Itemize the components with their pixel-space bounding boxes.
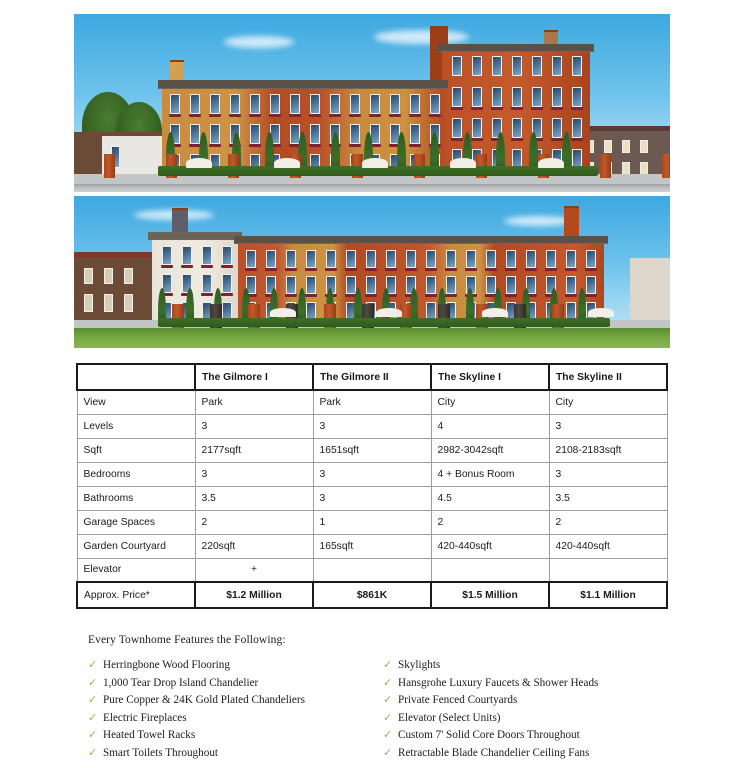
feature-item [383,727,678,745]
flower-box [201,293,213,296]
flower-box [309,114,321,117]
flower-box [565,294,577,297]
check-icon: ✓ [88,659,98,671]
flower-box [425,294,437,297]
window [266,250,276,268]
table-cell: 2108-2183sqft [549,438,667,462]
feature-label: Smart Toilets Throughout [103,746,219,759]
window [250,94,260,114]
table-cell: 2 [549,510,667,534]
window [202,246,212,265]
window [162,246,172,265]
window [210,94,220,114]
row-label: Bedrooms [77,462,195,486]
window [512,56,522,76]
roofline [234,236,608,243]
flower-box [305,268,317,271]
check-icon: ✓ [88,729,98,741]
table-cell: 4 [431,414,549,438]
window [492,87,502,107]
feature-label: 1,000 Tear Drop Island Chandelier [103,676,259,689]
row-label: Elevator [77,558,195,582]
table-header-row [77,364,667,390]
patio-umbrella [482,308,508,317]
patio-umbrella [274,158,300,168]
window [572,87,582,107]
window [552,56,562,76]
rendering-top [74,14,670,192]
flower-box [209,144,221,147]
flower-box [349,144,361,147]
feature-item [383,745,678,763]
window [366,276,376,294]
window [202,274,212,293]
flower-box [531,107,543,110]
window [222,274,232,293]
check-icon: ✓ [383,659,393,671]
window [346,276,356,294]
features-left-column [88,657,383,762]
specifications-table [76,363,668,609]
flower-box [385,268,397,271]
row-label: Garage Spaces [77,510,195,534]
window [512,87,522,107]
window [190,94,200,114]
flower-box [451,107,463,110]
brick-pillar [104,154,115,178]
feature-label: Hansgrohe Luxury Faucets & Shower Heads [398,676,599,689]
patio-umbrella [270,308,296,317]
patio-umbrella [186,158,212,168]
flower-box [345,268,357,271]
neighbor-building-right [630,258,670,324]
table-cell: 1651sqft [313,438,431,462]
table-cell: 3 [195,414,313,438]
window [290,94,300,114]
window [532,56,542,76]
flower-box [221,265,233,268]
flower-box [209,114,221,117]
table-cell: Park [195,390,313,414]
window [526,250,536,268]
table-cell: 3 [313,414,431,438]
column-header-gilmore-2: The Gilmore II [313,364,431,390]
flower-box [285,268,297,271]
flower-box [471,138,483,141]
flower-box [269,114,281,117]
chimney [564,206,579,238]
cloud [224,36,294,48]
window [586,276,596,294]
flower-box [585,268,597,271]
feature-item [88,710,383,728]
flower-box [445,294,457,297]
window [386,250,396,268]
window [430,94,440,114]
flower-box [389,114,401,117]
feature-label: Elevator (Select Units) [398,711,501,724]
window [230,94,240,114]
window [310,94,320,114]
window [366,250,376,268]
window [246,250,256,268]
flower-box [329,114,341,117]
table-cell: $1.2 Million [195,582,313,608]
check-icon: ✓ [383,676,393,689]
feature-item [383,675,678,693]
window [566,250,576,268]
row-label: View [77,390,195,414]
window [330,94,340,114]
feature-label: Skylights [398,659,441,671]
column-header-gilmore-1: The Gilmore I [195,364,313,390]
flower-box [485,268,497,271]
rendering-bottom [74,196,670,348]
window [566,276,576,294]
window [350,94,360,114]
table-cell: Park [313,390,431,414]
flower-box [161,265,173,268]
flower-box [505,294,517,297]
flower-box [545,268,557,271]
hedge-row [158,318,610,327]
feature-item [383,710,678,728]
row-label: Approx. Price* [77,582,195,608]
feature-item [383,692,678,710]
lawn [74,328,670,348]
window [370,94,380,114]
table-cell: 3 [313,462,431,486]
window [286,250,296,268]
table-cell: 1 [313,510,431,534]
window [452,87,462,107]
window [306,250,316,268]
table-row [77,534,667,558]
flower-box [405,268,417,271]
check-icon: ✓ [383,694,393,706]
feature-item [88,692,383,710]
table-cell: 4 + Bonus Room [431,462,549,486]
table-cell: 3 [195,462,313,486]
table-cell: 3.5 [549,486,667,510]
flower-box [565,268,577,271]
feature-label: Electric Fireplaces [103,711,187,724]
table-cell: 420-440sqft [431,534,549,558]
row-label: Bathrooms [77,486,195,510]
window [492,56,502,76]
window [306,276,316,294]
window [84,294,93,312]
table-row [77,438,667,462]
flower-box [169,114,181,117]
flower-box [309,144,321,147]
check-icon: ✓ [88,676,98,689]
window [472,87,482,107]
flower-box [229,114,241,117]
window [170,94,180,114]
road [74,184,670,192]
column-header-skyline-1: The Skyline I [431,364,549,390]
flower-box [249,144,261,147]
table-cell: 2 [195,510,313,534]
flower-box [181,265,193,268]
window [190,124,200,144]
feature-label: Herringbone Wood Flooring [103,659,230,671]
brick-pillar [600,154,611,178]
features-right-column [383,657,678,762]
feature-label: Pure Copper & 24K Gold Plated Chandeliers [103,694,305,706]
flower-box [409,144,421,147]
roofline [158,80,448,88]
patio-umbrella [376,308,402,317]
patio-umbrella [588,308,614,317]
window [286,276,296,294]
check-icon: ✓ [88,711,98,724]
feature-label: Heated Towel Racks [103,729,196,741]
flower-box [471,107,483,110]
check-icon: ✓ [383,729,393,741]
flower-box [201,265,213,268]
flower-box [189,114,201,117]
window [486,276,496,294]
window [326,250,336,268]
window [506,250,516,268]
table-cell: 4.5 [431,486,549,510]
table-cell [313,558,431,582]
patio-umbrella [450,158,476,168]
table-cell: 3 [313,486,431,510]
flower-box [369,114,381,117]
check-icon: ✓ [88,694,98,706]
features-section [88,634,678,762]
flower-box [305,294,317,297]
roofline [148,232,242,239]
table-cell: 3 [549,462,667,486]
window [452,56,462,76]
window [124,268,133,284]
window [572,56,582,76]
table-cell: $1.1 Million [549,582,667,608]
patio-umbrella [362,158,388,168]
column-header-blank [77,364,195,390]
column-header-skyline-2: The Skyline II [549,364,667,390]
flower-box [265,268,277,271]
flower-box [365,294,377,297]
patio-umbrella [538,158,564,168]
table-cell [431,558,549,582]
window [512,118,522,138]
brick-pillar [662,154,670,178]
flower-box [525,268,537,271]
table-cell: 3.5 [195,486,313,510]
table-cell: 420-440sqft [549,534,667,558]
table-cell: + [195,558,313,582]
window [124,294,133,312]
table-row [77,582,667,608]
window [446,250,456,268]
window [552,118,562,138]
window [586,250,596,268]
flower-box [325,268,337,271]
flower-box [571,107,583,110]
flower-box [451,138,463,141]
window [506,276,516,294]
window [270,94,280,114]
features-heading: Every Townhome Features the Following: [88,634,286,646]
window [552,87,562,107]
feature-item [88,727,383,745]
table-cell: 2982-3042sqft [431,438,549,462]
row-label: Sqft [77,438,195,462]
table-cell: City [431,390,549,414]
flower-box [425,268,437,271]
flower-box [249,114,261,117]
table-cell: City [549,390,667,414]
window [104,268,113,284]
window [350,124,360,144]
window [452,118,462,138]
window [446,276,456,294]
flower-box [511,138,523,141]
flower-box [465,268,477,271]
flower-box [285,294,297,297]
feature-item [88,745,383,763]
window [310,124,320,144]
window [406,250,416,268]
window [466,250,476,268]
flower-box [551,138,563,141]
table-cell: $861K [313,582,431,608]
flower-box [445,268,457,271]
window [104,294,113,312]
flower-box [349,114,361,117]
feature-item [88,675,383,693]
flower-box [221,293,233,296]
table-cell: 220sqft [195,534,313,558]
window [210,124,220,144]
window [410,124,420,144]
window [426,250,436,268]
table-row [77,510,667,534]
feature-item [383,657,678,675]
table-body [77,390,667,608]
roofline [438,44,594,51]
window [472,56,482,76]
table-cell: $1.5 Million [431,582,549,608]
table-row [77,486,667,510]
window [182,246,192,265]
window [572,118,582,138]
window [640,140,648,153]
flower-box [429,114,441,117]
row-label: Levels [77,414,195,438]
flower-box [409,114,421,117]
table-cell: 3 [549,414,667,438]
table-row [77,414,667,438]
flower-box [585,294,597,297]
window [222,246,232,265]
flower-box [511,107,523,110]
flower-box [505,268,517,271]
window [546,250,556,268]
flower-box [245,268,257,271]
feature-item [88,657,383,675]
flower-box [571,138,583,141]
table-cell: 2 [431,510,549,534]
flower-box [365,268,377,271]
table-row [77,390,667,414]
table-cell: 2177sqft [195,438,313,462]
table-cell: 165sqft [313,534,431,558]
table-row [77,558,667,582]
check-icon: ✓ [383,711,393,724]
feature-label: Private Fenced Courtyards [398,694,518,706]
window [486,250,496,268]
flower-box [491,107,503,110]
window [84,268,93,284]
table-row [77,462,667,486]
feature-label: Custom 7' Solid Core Doors Throughout [398,729,580,741]
table-cell [549,558,667,582]
window [622,140,630,153]
cloud [374,30,469,44]
row-label: Garden Courtyard [77,534,195,558]
window [250,124,260,144]
flower-box [551,107,563,110]
check-icon: ✓ [383,746,393,759]
window [346,250,356,268]
window [390,94,400,114]
flower-box [289,114,301,117]
window [532,87,542,107]
window [426,276,436,294]
feature-label: Retractable Blade Chandelier Ceiling Fans [398,746,590,759]
window [410,94,420,114]
check-icon: ✓ [88,746,98,759]
window [472,118,482,138]
window [604,140,612,153]
